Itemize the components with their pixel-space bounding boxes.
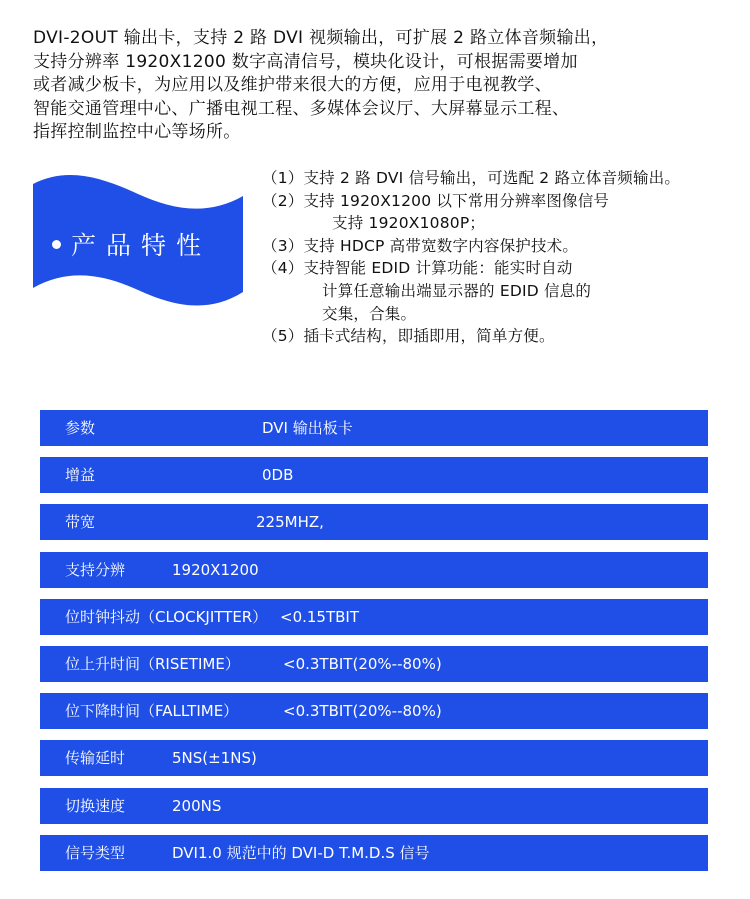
intro-line: DVI-2OUT 输出卡，支持 2 路 DVI 视频输出，可扩展 2 路立体音频输出， <box>33 28 609 48</box>
spec-value: 225MHZ, <box>256 513 324 532</box>
spec-key: 增益 <box>65 466 96 485</box>
spec-key: 信号类型 <box>65 843 126 862</box>
feature-line: （1）支持 2 路 DVI 信号输出，可选配 2 路立体音频输出。 <box>262 169 681 187</box>
spec-key: 位时钟抖动（CLOCKJITTER） <box>65 607 268 626</box>
spec-value: 5NS(±1NS) <box>172 749 257 768</box>
spec-row <box>40 835 708 871</box>
intro-paragraph <box>33 27 733 145</box>
feature-line: （5）插卡式结构，即插即用，简单方便。 <box>262 327 555 346</box>
spec-row <box>40 552 708 588</box>
spec-row <box>40 693 708 729</box>
spec-value: 200NS <box>172 796 222 815</box>
features-list <box>262 167 748 348</box>
spec-row <box>40 504 708 540</box>
spec-table <box>40 410 708 882</box>
intro-line: 指挥控制监控中心等场所。 <box>33 122 241 142</box>
spec-key: 切换速度 <box>65 796 126 815</box>
spec-value: DVI 输出板卡 <box>262 419 353 437</box>
spec-key: 传输延时 <box>65 749 126 768</box>
feature-line: （3）支持 HDCP 高带宽数字内容保护技术。 <box>262 236 579 255</box>
banner-title-text: 产品特性 <box>71 231 212 260</box>
spec-key: 位上升时间（RISETIME） <box>65 654 240 673</box>
feature-line: 计算任意输出端显示器的 EDID 信息的 <box>322 281 592 300</box>
spec-row <box>40 599 708 635</box>
spec-row <box>40 646 708 682</box>
feature-line: （2）支持 1920X1200 以下常用分辨率图像信号 <box>262 191 610 210</box>
spec-row <box>40 788 708 824</box>
feature-line: 交集，合集。 <box>322 304 417 323</box>
feature-line: （4）支持智能 EDID 计算功能：能实时自动 <box>262 259 573 278</box>
spec-value: 1920X1200 <box>172 560 259 579</box>
spec-key: 支持分辨 <box>65 560 126 579</box>
spec-key: 带宽 <box>65 513 96 532</box>
intro-line: 或者减少板卡，为应用以及维护带来很大的方便，应用于电视教学、 <box>33 75 552 95</box>
intro-line: 支持分辨率 1920X1200 数字高清信号，模块化设计，可根据需要增加 <box>33 51 578 72</box>
spec-row <box>40 740 708 776</box>
intro-line: 智能交通管理中心、广播电视工程、多媒体会议厅、大屏幕显示工程、 <box>33 98 570 119</box>
spec-row <box>40 457 708 493</box>
bullet-dot-icon <box>52 240 61 249</box>
spec-key: 参数 <box>65 419 96 437</box>
spec-row <box>40 410 708 446</box>
spec-value: <0.15TBIT <box>280 607 360 626</box>
spec-value: <0.3TBIT(20%--80%) <box>283 654 442 673</box>
spec-value: 0DB <box>262 466 294 485</box>
banner-title <box>52 226 211 262</box>
spec-value: <0.3TBIT(20%--80%) <box>283 702 442 721</box>
spec-value: DVI1.0 规范中的 DVI-D T.M.D.S 信号 <box>172 843 430 862</box>
spec-key: 位下降时间（FALLTIME） <box>65 702 239 721</box>
feature-line: 支持 1920X1080P； <box>332 214 486 233</box>
